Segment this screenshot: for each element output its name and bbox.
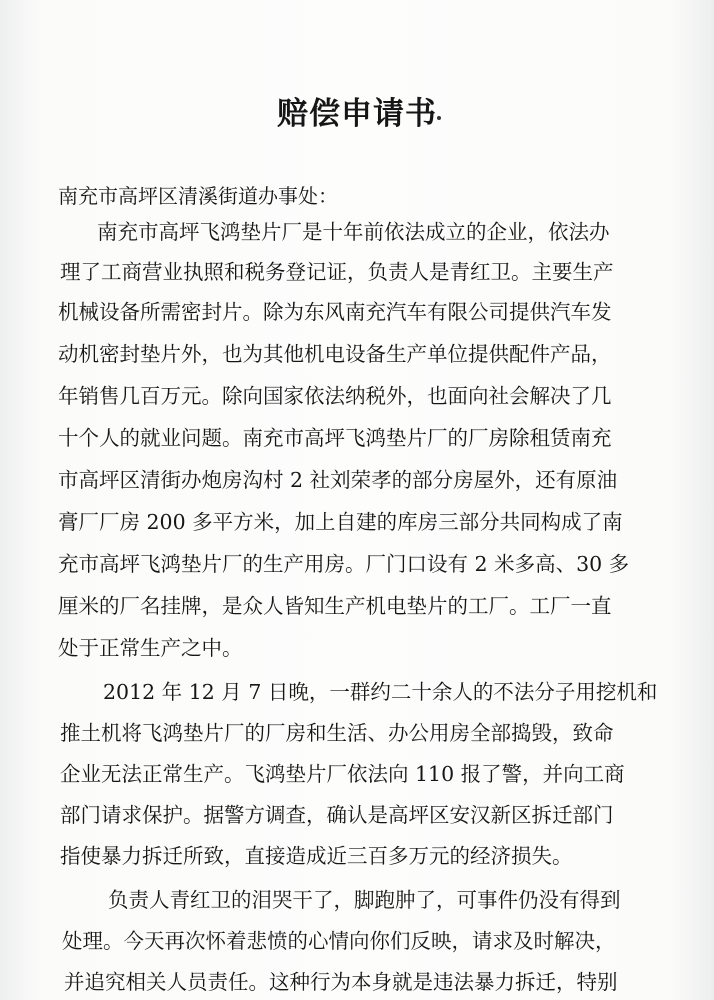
paragraph-2-line: 部门请求保护。据警方调查，确认是高坪区安汉新区拆迁部门 <box>60 803 614 827</box>
salutation: 南充市高坪区清溪街道办事处： <box>58 184 338 208</box>
paragraph-1-line: 机械设备所需密封片。除为东风南充汽车有限公司提供汽车发 <box>58 300 612 324</box>
paragraph-1-line: 理了工商营业执照和税务登记证，负责人是青红卫。主要生产 <box>60 260 614 284</box>
document-title: 赔偿申请书 <box>277 96 437 132</box>
paragraph-1-line: 动机密封垫片外，也为其他机电设备生产单位提供配件产品， <box>58 342 612 366</box>
paragraph-1-line: 充市高坪飞鸿垫片厂的生产用房。厂门口设有 2 米多高、30 多 <box>58 552 630 576</box>
paragraph-1-line: 南充市高坪飞鸿垫片厂是十年前依法成立的企业，依法办 <box>97 220 610 244</box>
paragraph-3-line: 负责人青红卫的泪哭干了，脚跑肿了，可事件仍没有得到 <box>108 888 621 912</box>
paragraph-2-line: 推土机将飞鸿垫片厂的厂房和生活、办公用房全部捣毁，致命 <box>60 721 614 745</box>
paragraph-1-line: 市高坪区清街办炮房沟村 2 社刘荣孝的部分房屋外，还有原油 <box>58 468 618 492</box>
paragraph-1-line: 厘米的厂名挂牌，是众人皆知生产机电垫片的工厂。工厂一直 <box>58 594 612 618</box>
paragraph-1-line: 处于正常生产之中。 <box>58 636 243 660</box>
paragraph-3-line: 处理。今天再次怀着悲愤的心情向你们反映，请求及时解决， <box>62 929 616 953</box>
paragraph-2-line: 指使暴力拆迁所致，直接造成近三百多万元的经济损失。 <box>60 844 573 868</box>
paragraph-2-line: 企业无法正常生产。飞鸿垫片厂依法向 110 报了警，并向工商 <box>60 762 625 786</box>
paragraph-1-line: 膏厂厂房 200 多平方米，加上自建的库房三部分共同构成了南 <box>58 510 623 534</box>
ink-speck <box>437 116 441 120</box>
paragraph-1-line: 年销售几百万元。除向国家依法纳税外，也面向社会解决了几 <box>58 384 612 408</box>
paragraph-2-line: 2012 年 12 月 7 日晚，一群约二十余人的不法分子用挖机和 <box>103 680 658 704</box>
paragraph-1-line: 十个人的就业问题。南充市高坪飞鸿垫片厂的厂房除租赁南充 <box>58 426 612 450</box>
paragraph-3-line: 并追究相关人员责任。这种行为本身就是违法暴力拆迁，特别 <box>64 970 618 994</box>
